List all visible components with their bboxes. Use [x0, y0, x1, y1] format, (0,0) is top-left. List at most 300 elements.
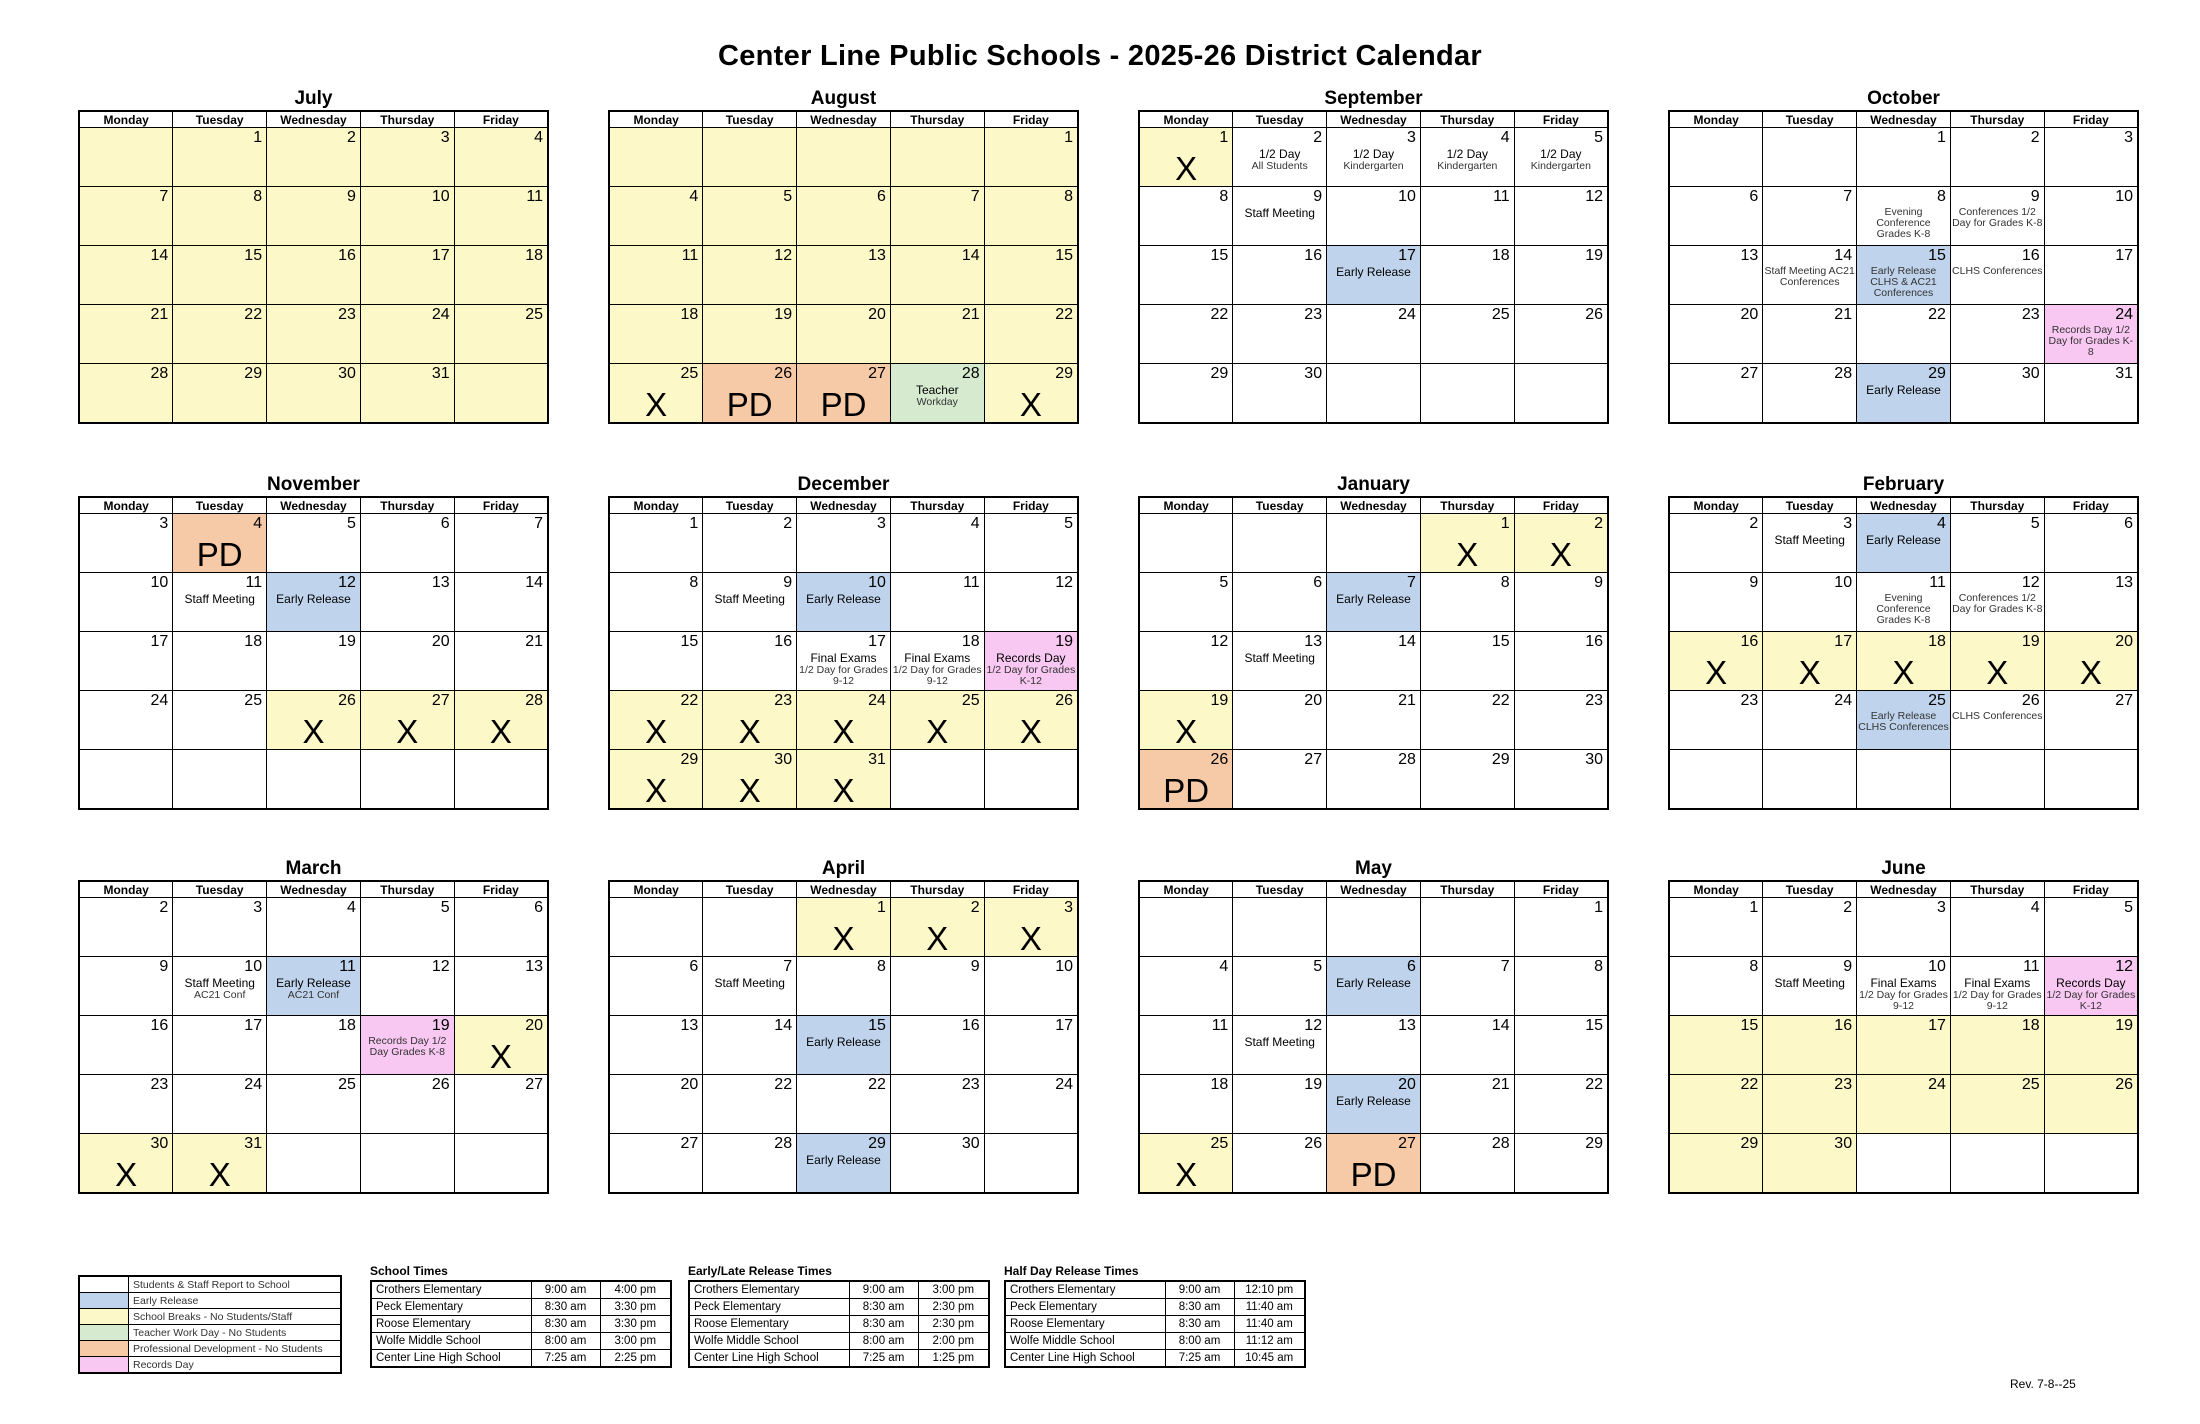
day-cell [1950, 573, 2044, 632]
start-time: 8:30 am [849, 1299, 918, 1316]
week-row [1139, 187, 1608, 246]
week-row [79, 305, 548, 364]
week-row [609, 305, 1078, 364]
end-time: 11:40 am [1234, 1299, 1305, 1316]
day-cell [609, 246, 703, 305]
day-number: 14 [1398, 633, 1416, 650]
day-number: 12 [1585, 188, 1603, 205]
school-name: Center Line High School [1005, 1350, 1165, 1368]
day-number: 3 [253, 899, 263, 916]
day-cell [890, 1016, 984, 1075]
day-cell [890, 573, 984, 632]
day-number: 12 [774, 247, 793, 264]
day-cell [1514, 128, 1608, 187]
day-cell [1420, 632, 1514, 691]
day-cell [1139, 128, 1233, 187]
day-cell [1857, 1016, 1951, 1075]
pd-marker: PD [196, 536, 243, 573]
day-number: 11 [2023, 958, 2040, 975]
day-number: 25 [2021, 1076, 2040, 1093]
day-note [1952, 977, 2043, 1012]
day-number: 28 [774, 1135, 793, 1152]
end-time: 10:45 am [1234, 1350, 1305, 1368]
week-row [609, 957, 1078, 1016]
day-cell [79, 957, 173, 1016]
times-row [1005, 1299, 1305, 1316]
day-cell [1763, 632, 1857, 691]
day-note-detail: Records Day 1/2 Day for Grades K-8 [2048, 324, 2134, 358]
day-cell [360, 573, 454, 632]
weekday-header: Wednesday [797, 497, 891, 514]
day-number: 15 [1491, 633, 1510, 650]
day-cell [1763, 1134, 1857, 1194]
week-row [1139, 632, 1608, 691]
day-note [1858, 384, 1949, 397]
day-cell [797, 632, 891, 691]
weekday-header: Friday [2044, 497, 2138, 514]
day-number: 15 [244, 247, 263, 264]
day-number: 22 [868, 1076, 886, 1093]
day-number: 18 [2021, 1017, 2040, 1034]
page-title: Center Line Public Schools - 2025-26 District Calendar [718, 40, 1482, 72]
day-cell [703, 364, 797, 424]
day-number: 23 [150, 1076, 169, 1093]
month-september [1138, 88, 1609, 424]
day-note-detail: Evening Conference Grades K-8 [1876, 592, 1931, 626]
day-cell [984, 246, 1078, 305]
day-cell [1669, 364, 1763, 424]
day-cell [1950, 1016, 2044, 1075]
month-june [1668, 858, 2139, 1194]
day-cell [797, 364, 891, 424]
day-cell [1669, 957, 1763, 1016]
day-cell [360, 305, 454, 364]
day-cell [79, 632, 173, 691]
week-row [1669, 632, 2138, 691]
day-number: 19 [1304, 1076, 1323, 1093]
day-number: 30 [961, 1135, 980, 1152]
day-cell [609, 957, 703, 1016]
day-note-main: Final Exams [1870, 976, 1937, 990]
day-cell [1669, 187, 1763, 246]
weekday-header: Monday [1139, 111, 1233, 128]
day-number: 1 [1219, 129, 1229, 146]
week-row [1139, 573, 1608, 632]
day-cell [1420, 187, 1514, 246]
day-number: 4 [1219, 958, 1229, 975]
day-cell [1233, 246, 1327, 305]
day-cell [1327, 128, 1421, 187]
month-march [78, 858, 549, 1194]
no-school-marker: X [1175, 713, 1198, 750]
week-row [1669, 187, 2138, 246]
no-school-marker: X [1986, 654, 2009, 691]
day-cell [1327, 573, 1421, 632]
weekday-header: Friday [984, 111, 1078, 128]
day-number: 26 [1585, 306, 1603, 323]
day-number: 2 [970, 899, 980, 916]
day-number: 18 [1210, 1076, 1229, 1093]
day-cell [1763, 187, 1857, 246]
day-cell [2044, 750, 2138, 810]
day-note [1764, 977, 1855, 990]
day-cell [797, 691, 891, 750]
school-name: Peck Elementary [371, 1299, 531, 1316]
end-time: 11:40 am [1234, 1316, 1305, 1333]
weekday-header: Tuesday [173, 497, 267, 514]
day-number: 10 [150, 574, 169, 591]
week-row [1669, 246, 2138, 305]
day-cell [1139, 691, 1233, 750]
day-number: 17 [431, 247, 450, 264]
week-row [1139, 364, 1608, 424]
no-school-marker: X [208, 1156, 231, 1193]
day-number: 18 [525, 247, 543, 264]
weekday-header: Thursday [360, 497, 454, 514]
day-number: 8 [1219, 188, 1229, 205]
times-row [689, 1299, 989, 1316]
end-time: 3:30 pm [600, 1299, 671, 1316]
week-row [79, 1134, 548, 1194]
day-number: 29 [868, 1135, 886, 1152]
day-number: 19 [774, 306, 793, 323]
day-note [1952, 711, 2043, 722]
day-cell [454, 750, 548, 810]
day-number: 9 [159, 958, 169, 975]
day-number: 22 [1210, 306, 1229, 323]
day-number: 26 [1210, 751, 1229, 768]
day-number: 3 [1843, 515, 1853, 532]
day-number: 4 [2030, 899, 2040, 916]
day-cell [267, 691, 361, 750]
day-number: 13 [1304, 633, 1323, 650]
day-number: 29 [1491, 751, 1510, 768]
day-number: 28 [1398, 751, 1416, 768]
day-cell [1420, 573, 1514, 632]
no-school-marker: X [1175, 150, 1198, 187]
weekday-header: Tuesday [1233, 497, 1327, 514]
times-row [371, 1316, 671, 1333]
day-number: 27 [2115, 692, 2133, 709]
month-grid [78, 110, 549, 424]
day-cell [797, 246, 891, 305]
day-note-main: Early Release [1336, 976, 1411, 990]
start-time: 8:30 am [531, 1316, 600, 1333]
day-number: 25 [244, 692, 263, 709]
legend-label: Professional Development - No Students [129, 1341, 342, 1357]
no-school-marker: X [738, 772, 761, 809]
day-number: 14 [1491, 1017, 1510, 1034]
day-number: 4 [970, 515, 980, 532]
day-number: 7 [1406, 574, 1416, 591]
day-cell [1857, 1134, 1951, 1194]
day-note-main: Final Exams [810, 651, 877, 665]
day-cell [1950, 691, 2044, 750]
day-cell [1327, 750, 1421, 810]
day-cell [267, 1016, 361, 1075]
day-number: 15 [1740, 1017, 1759, 1034]
day-cell [703, 632, 797, 691]
day-number: 13 [680, 1017, 699, 1034]
day-cell [2044, 1134, 2138, 1194]
day-cell [1420, 691, 1514, 750]
day-cell [2044, 128, 2138, 187]
weekday-header: Friday [1514, 881, 1608, 898]
day-number: 26 [431, 1076, 450, 1093]
day-number: 18 [338, 1017, 356, 1034]
day-note [1858, 207, 1949, 240]
day-cell [1327, 632, 1421, 691]
day-number: 15 [868, 1017, 886, 1034]
day-note-main: 1/2 Day [1259, 147, 1301, 161]
day-cell [1857, 573, 1951, 632]
school-times-title: School Times [370, 1264, 448, 1278]
half-day-times-title: Half Day Release Times [1004, 1264, 1139, 1278]
day-number: 10 [1055, 958, 1073, 975]
day-note-main: 1/2 Day [1352, 147, 1395, 161]
day-number: 3 [876, 515, 886, 532]
day-number: 27 [868, 365, 886, 382]
week-row [1669, 898, 2138, 957]
week-row [1139, 1075, 1608, 1134]
week-row [609, 691, 1078, 750]
day-number: 25 [961, 692, 980, 709]
day-cell [79, 514, 173, 573]
day-number: 7 [970, 188, 980, 205]
month-title: March [285, 858, 342, 879]
day-cell [1420, 1016, 1514, 1075]
day-cell [454, 187, 548, 246]
day-cell [1763, 1016, 1857, 1075]
day-note-main: Early Release [1336, 1094, 1411, 1108]
day-cell [609, 573, 703, 632]
month-october [1668, 88, 2139, 424]
day-cell [1233, 1075, 1327, 1134]
day-cell [454, 573, 548, 632]
day-number: 20 [431, 633, 450, 650]
day-note-detail: Early Release CLHS Conferences [1858, 710, 1949, 733]
start-time: 8:30 am [1165, 1299, 1234, 1316]
day-cell [1327, 691, 1421, 750]
day-cell [79, 246, 173, 305]
day-cell [1139, 898, 1233, 957]
day-cell [890, 632, 984, 691]
day-number: 21 [525, 633, 543, 650]
day-cell [360, 1016, 454, 1075]
day-cell [1327, 305, 1421, 364]
day-note-main: Early Release [1866, 533, 1941, 547]
week-row [1139, 898, 1608, 957]
day-cell [79, 573, 173, 632]
day-note-detail: Evening Conference Grades K-8 [1876, 206, 1931, 240]
day-cell [797, 1075, 891, 1134]
day-number: 1 [876, 899, 886, 916]
day-note-main: Teacher [915, 383, 959, 397]
day-cell [1857, 957, 1951, 1016]
weekday-header: Wednesday [267, 881, 361, 898]
day-number: 5 [346, 515, 356, 532]
day-cell [1950, 1075, 2044, 1134]
day-number: 25 [1928, 692, 1946, 709]
month-july [78, 88, 549, 424]
day-number: 31 [868, 751, 886, 768]
day-number: 22 [1491, 692, 1510, 709]
day-number: 17 [1928, 1017, 1946, 1034]
day-number: 30 [1834, 1135, 1853, 1152]
day-cell [173, 573, 267, 632]
end-time: 3:00 pm [918, 1281, 989, 1299]
day-number: 5 [2124, 899, 2133, 916]
day-cell [2044, 898, 2138, 957]
day-cell [1139, 1016, 1233, 1075]
day-cell [1514, 246, 1608, 305]
weekday-header: Wednesday [267, 497, 361, 514]
day-cell [1514, 957, 1608, 1016]
day-cell [173, 1134, 267, 1194]
day-cell [1669, 514, 1763, 573]
week-row [609, 750, 1078, 810]
weekday-header: Wednesday [1327, 497, 1421, 514]
no-school-marker: X [115, 1156, 138, 1193]
day-number: 29 [1928, 365, 1946, 382]
day-number: 8 [1936, 188, 1946, 205]
day-cell [1233, 1016, 1327, 1075]
day-note-detail: Kindergarten [1437, 160, 1498, 172]
day-cell [267, 187, 361, 246]
day-note-detail: 1/2 Day for Grades 9-12 [1859, 989, 1948, 1012]
day-number: 22 [1928, 306, 1946, 323]
day-number: 2 [1594, 515, 1603, 532]
day-cell [890, 691, 984, 750]
day-number: 3 [1064, 899, 1073, 916]
day-cell [267, 128, 361, 187]
day-number: 10 [1928, 958, 1946, 975]
day-number: 30 [774, 751, 793, 768]
month-title: October [1867, 88, 1940, 109]
day-number: 16 [2021, 247, 2040, 264]
day-cell [1669, 691, 1763, 750]
day-cell [1669, 305, 1763, 364]
weekday-header: Monday [609, 111, 703, 128]
day-number: 21 [961, 306, 980, 323]
day-number: 23 [961, 1076, 980, 1093]
times-row [371, 1333, 671, 1350]
day-cell [1233, 957, 1327, 1016]
day-number: 19 [338, 633, 356, 650]
week-row [1669, 1016, 2138, 1075]
day-cell [1857, 364, 1951, 424]
day-cell [890, 957, 984, 1016]
end-time: 3:00 pm [600, 1333, 671, 1350]
month-may [1138, 858, 1609, 1194]
day-cell [984, 1134, 1078, 1194]
day-cell [173, 957, 267, 1016]
start-time: 9:00 am [849, 1281, 918, 1299]
day-cell [267, 957, 361, 1016]
day-cell [1233, 305, 1327, 364]
week-row [609, 1016, 1078, 1075]
day-number: 25 [680, 365, 699, 382]
month-grid [608, 880, 1079, 1194]
day-number: 2 [783, 515, 793, 532]
day-note-detail: Conferences 1/2 Day for Grades K-8 [1952, 206, 2043, 229]
no-school-marker: X [1798, 654, 1821, 691]
no-school-marker: X [645, 713, 668, 750]
month-grid [1138, 110, 1609, 424]
half-day-times [1004, 1262, 1304, 1368]
legend-row [79, 1276, 341, 1293]
day-cell [267, 246, 361, 305]
end-time: 2:30 pm [918, 1316, 989, 1333]
day-note [798, 593, 889, 606]
week-row [79, 573, 548, 632]
day-cell [984, 1075, 1078, 1134]
times-row [1005, 1316, 1305, 1333]
day-cell [1327, 957, 1421, 1016]
legend-label: Records Day [129, 1357, 342, 1374]
pd-marker: PD [1163, 772, 1210, 809]
day-number: 12 [431, 958, 450, 975]
day-cell [2044, 573, 2138, 632]
day-cell [1857, 1075, 1951, 1134]
day-note-main: Final Exams [1964, 976, 2031, 990]
day-number: 7 [1843, 188, 1853, 205]
day-number: 17 [150, 633, 169, 650]
day-number: 9 [970, 958, 980, 975]
week-row [1669, 691, 2138, 750]
day-note-main: Early Release [1336, 592, 1411, 606]
day-note-detail: 1/2 Day for Grades K-12 [2046, 989, 2136, 1012]
day-number: 3 [440, 129, 450, 146]
day-note-main: 1/2 Day [1540, 147, 1582, 161]
day-cell [703, 514, 797, 573]
day-cell [1857, 246, 1951, 305]
day-cell [2044, 364, 2138, 424]
weekday-header: Friday [1514, 111, 1608, 128]
day-number: 19 [431, 1017, 450, 1034]
day-number: 4 [253, 515, 263, 532]
day-number: 13 [2115, 574, 2133, 591]
month-title: December [797, 474, 890, 495]
day-number: 9 [2030, 188, 2040, 205]
times-row [689, 1281, 989, 1299]
day-cell [1950, 305, 2044, 364]
day-number: 13 [525, 958, 543, 975]
day-number: 27 [1740, 365, 1759, 382]
day-cell [1669, 1134, 1763, 1194]
day-number: 11 [681, 247, 699, 264]
day-cell [1763, 128, 1857, 187]
no-school-marker: X [926, 713, 949, 750]
day-note-detail: All Students [1251, 160, 1308, 172]
weekday-header: Monday [79, 881, 173, 898]
day-cell [703, 957, 797, 1016]
day-number: 6 [440, 515, 450, 532]
weekday-header: Thursday [890, 111, 984, 128]
day-cell [1763, 898, 1857, 957]
day-cell [1420, 128, 1514, 187]
week-row [1139, 957, 1608, 1016]
day-note [268, 977, 359, 1001]
month-grid [608, 110, 1079, 424]
day-number: 27 [1304, 751, 1323, 768]
week-row [1669, 1075, 2138, 1134]
day-cell [1420, 364, 1514, 424]
month-grid [78, 880, 549, 1194]
month-february [1668, 474, 2139, 810]
times-row [1005, 1333, 1305, 1350]
day-note [1328, 593, 1419, 606]
